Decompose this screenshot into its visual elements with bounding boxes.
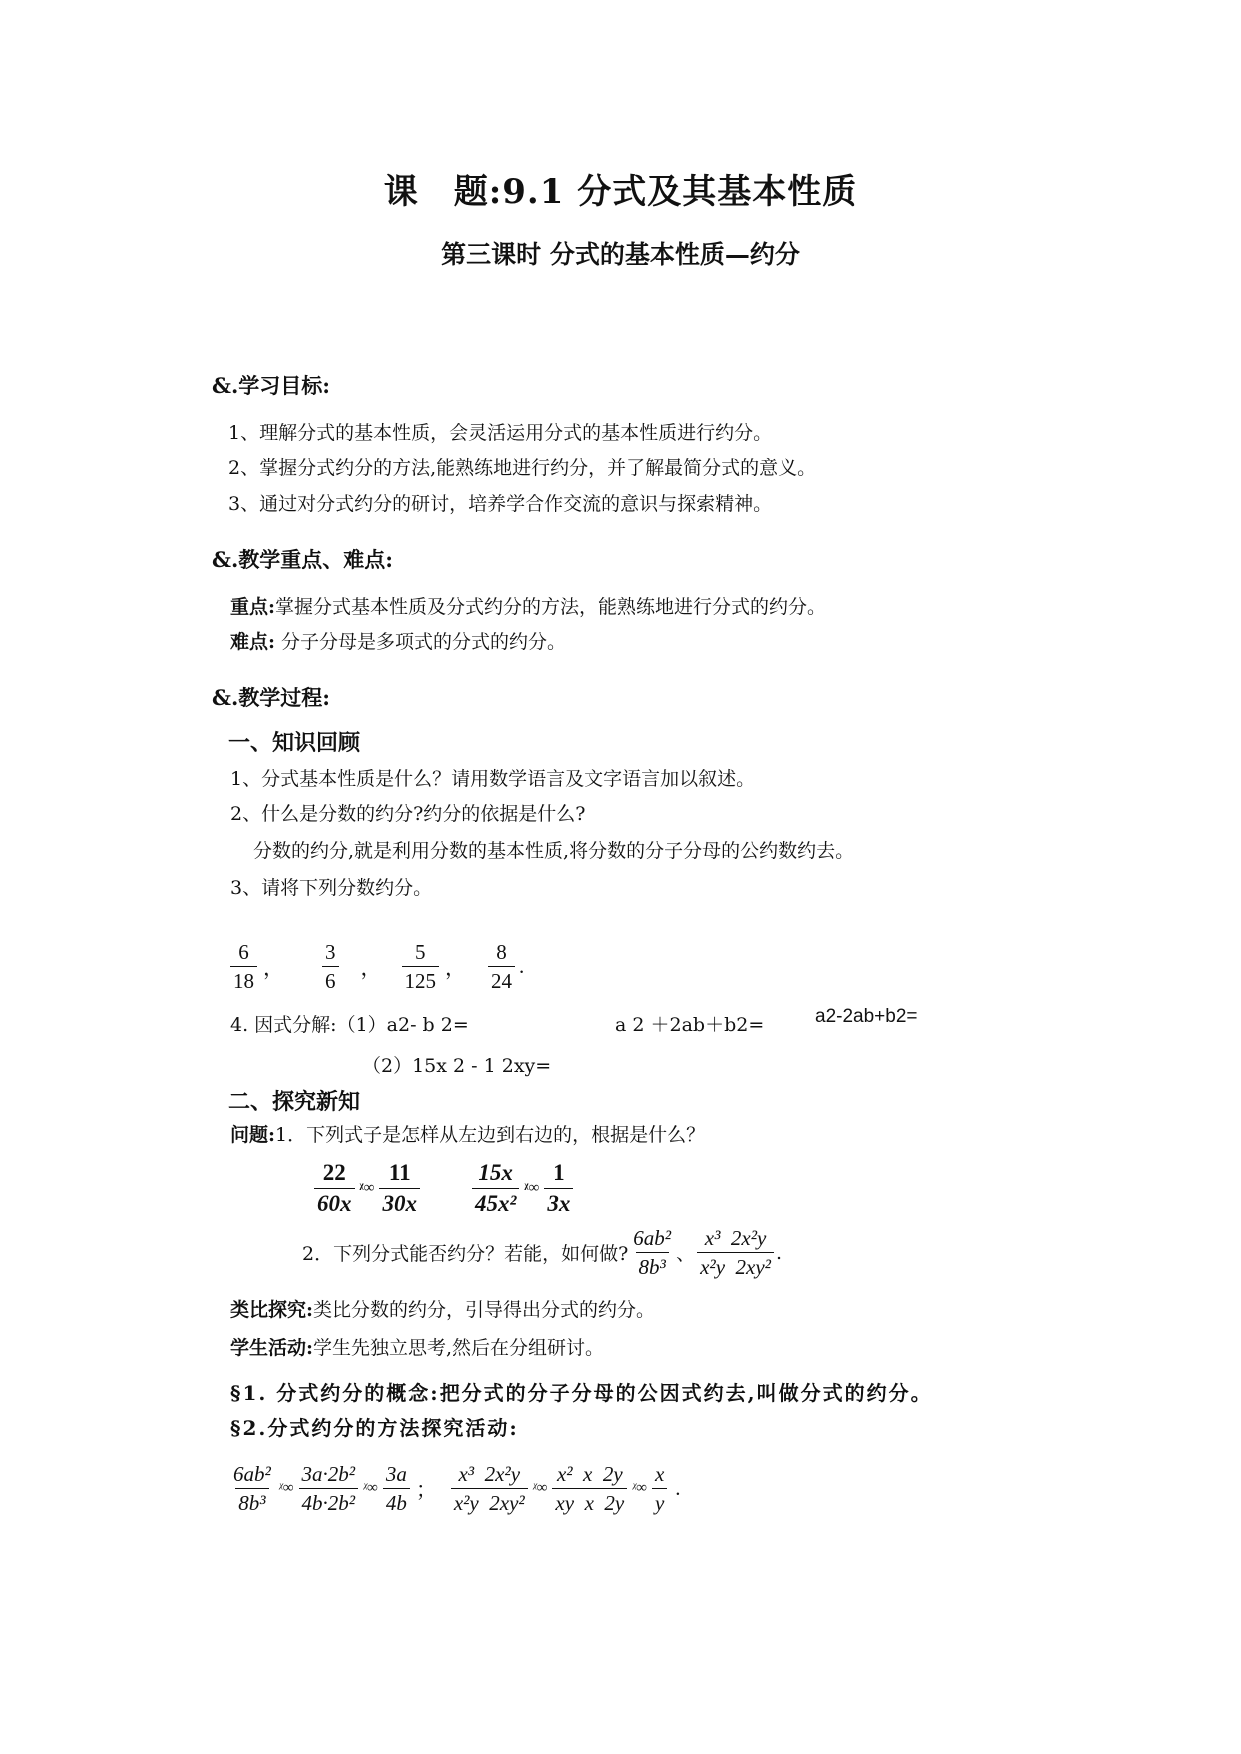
final-frac5-num: x² x 2y (556, 1462, 623, 1486)
fraction-list (228, 940, 524, 993)
problem2-frac2-num: x³ 2x²y (704, 1226, 767, 1250)
problem2-end: . (775, 1241, 783, 1264)
review-answer2: 分数的约分,就是利用分数的基本性质,将分数的分子分母的公约数约去。 (253, 840, 855, 862)
final-frac3 (383, 1462, 410, 1515)
final-frac2-num: 3a·2b² (301, 1462, 356, 1486)
fraction-4-den: 24 (488, 966, 515, 993)
goal-item-3: 3、通过对分式约分的研讨，培养学合作交流的意识与探索精神。 (228, 493, 773, 515)
activity-label: 学生活动: (230, 1337, 314, 1359)
fraction-sep-1: ， (263, 955, 284, 980)
final-frac3-num: 3a (385, 1462, 407, 1486)
analogy-label: 类比探究: (230, 1299, 314, 1321)
expr1-left-num: 22 (322, 1160, 346, 1185)
problem2-text: 2．下列分式能否约分？若能，如何做? (302, 1243, 629, 1266)
final-frac2 (299, 1462, 359, 1515)
problem2-line (302, 1226, 782, 1279)
final-frac6 (652, 1462, 667, 1515)
final-expression (228, 1462, 681, 1515)
final-frac6-den: y (652, 1488, 667, 1515)
activity-line (230, 1333, 604, 1360)
factor-q4-b: a 2 ＋2ab＋b2= (615, 1014, 765, 1036)
expr2-left-den: 45x² (472, 1188, 519, 1217)
expr2-op: ᵡ∞ (524, 1180, 540, 1197)
problem2-sep: 、 (676, 1243, 696, 1266)
focus-label: 重点: (230, 596, 276, 618)
definition-1 (230, 1377, 933, 1406)
final-frac5-den: xy x 2y (552, 1488, 627, 1515)
page-subtitle: 第三课时 分式的基本性质—约分 (441, 240, 800, 269)
part1-heading: 一、知识回顾 (228, 730, 361, 756)
final-op-3: ᵡ∞ (532, 1480, 548, 1497)
section-heading-goals: &.学习目标: (212, 373, 331, 398)
expr2-right-num: 1 (553, 1160, 565, 1185)
fraction-2 (322, 940, 339, 993)
focus-text: 掌握分式基本性质及分式约分的方法，能熟练地进行分式的约分。 (275, 596, 827, 618)
fraction-2-den: 6 (322, 966, 339, 993)
fraction-sep-2: ， (360, 955, 382, 980)
expr1-right-den: 30x (379, 1188, 420, 1217)
difficulty-label: 难点: (230, 631, 276, 653)
final-frac6-num: x (654, 1462, 665, 1486)
expr2-right (544, 1160, 573, 1218)
final-frac1 (230, 1462, 274, 1515)
expr2-left (472, 1160, 519, 1218)
goal-item-1: 1、理解分式的基本性质，会灵活运用分式的基本性质进行约分。 (228, 422, 773, 444)
problem1-expressions (312, 1160, 575, 1218)
final-end: . (675, 1476, 681, 1501)
activity-text: 学生先独立思考,然后在分组研讨。 (313, 1337, 605, 1359)
final-op-4: ᵡ∞ (632, 1480, 647, 1497)
fraction-3 (402, 940, 440, 993)
expr2-right-den: 3x (544, 1188, 573, 1217)
final-op-2: ᵡ∞ (363, 1480, 378, 1497)
focus-line (230, 592, 826, 619)
final-frac4-num: x³ 2x²y (458, 1462, 521, 1486)
final-frac1-den: 8b³ (235, 1488, 268, 1515)
goal-item-2: 2、掌握分式约分的方法,能熟练地进行约分，并了解最简分式的意义。 (228, 457, 817, 479)
expr1-op: ᵡ∞ (359, 1180, 375, 1197)
final-frac4 (451, 1462, 528, 1515)
problem2-frac2 (697, 1226, 774, 1279)
review-q1: 1、分式基本性质是什么？请用数学语言及文字语言加以叙述。 (230, 768, 756, 790)
problem-text: 1．下列式子是怎样从左边到右边的，根据是什么？ (275, 1124, 706, 1146)
factor-q4-c: a2-2ab+b2= (815, 1006, 918, 1027)
definition-1-label: §1. 分式约分的概念: (230, 1381, 440, 1405)
analogy-line (230, 1295, 655, 1322)
fraction-3-num: 5 (415, 940, 426, 964)
section-heading-process: &.教学过程: (212, 685, 331, 710)
fraction-4-num: 8 (496, 940, 507, 964)
fraction-1-den: 18 (230, 966, 257, 993)
final-semicolon: ； (415, 1477, 437, 1502)
fraction-sep-3: ， (445, 955, 466, 980)
part2-heading: 二、探究新知 (228, 1089, 361, 1115)
expr2-left-num: 15x (478, 1160, 513, 1185)
problem2-frac1-den: 8b³ (636, 1252, 669, 1279)
factor-q4-a: 4. 因式分解:（1）a2- b 2= (230, 1014, 469, 1036)
expr1-right-num: 11 (388, 1160, 411, 1185)
fraction-2-num: 3 (325, 940, 336, 964)
problem2-frac2-den: x²y 2xy² (697, 1252, 774, 1279)
final-op-1: ᵡ∞ (278, 1480, 294, 1497)
review-q2: 2、什么是分数的约分?约分的依据是什么? (230, 803, 586, 825)
difficulty-text: 分子分母是多项式的分式的约分。 (275, 631, 567, 653)
fraction-sep-4: . (519, 954, 525, 979)
problem2-frac1-num: 6ab² (633, 1226, 672, 1250)
fraction-4 (488, 940, 515, 993)
fraction-1-num: 6 (238, 940, 249, 964)
final-frac2-den: 4b·2b² (299, 1488, 359, 1515)
fraction-1 (230, 940, 257, 993)
problem-label: 问题: (230, 1124, 276, 1146)
expr1-left-den: 60x (314, 1188, 355, 1217)
review-q3: 3、请将下列分数约分。 (230, 877, 433, 899)
final-frac4-den: x²y 2xy² (451, 1488, 528, 1515)
analogy-text: 类比分数的约分，引导得出分式的约分。 (313, 1299, 656, 1321)
expr1-left (314, 1160, 355, 1218)
factor-q4-d: （2）15x 2 - 1 2xy= (362, 1055, 552, 1077)
difficulty-line (230, 627, 566, 654)
fraction-3-den: 125 (402, 966, 440, 993)
problem2-frac1 (630, 1226, 674, 1279)
final-frac1-num: 6ab² (233, 1462, 271, 1486)
definition-2: §2.分式约分的方法探究活动: (230, 1416, 519, 1440)
expr1-right (379, 1160, 420, 1218)
final-frac3-den: 4b (383, 1488, 410, 1515)
section-heading-focus: &.教学重点、难点: (212, 547, 394, 572)
problem-line (230, 1120, 705, 1147)
page-title: 课 题:9.1 分式及其基本性质 (383, 172, 858, 212)
definition-1-text: 把分式的分子分母的公因式约去,叫做分式的约分。 (439, 1381, 933, 1405)
final-frac5 (552, 1462, 627, 1515)
